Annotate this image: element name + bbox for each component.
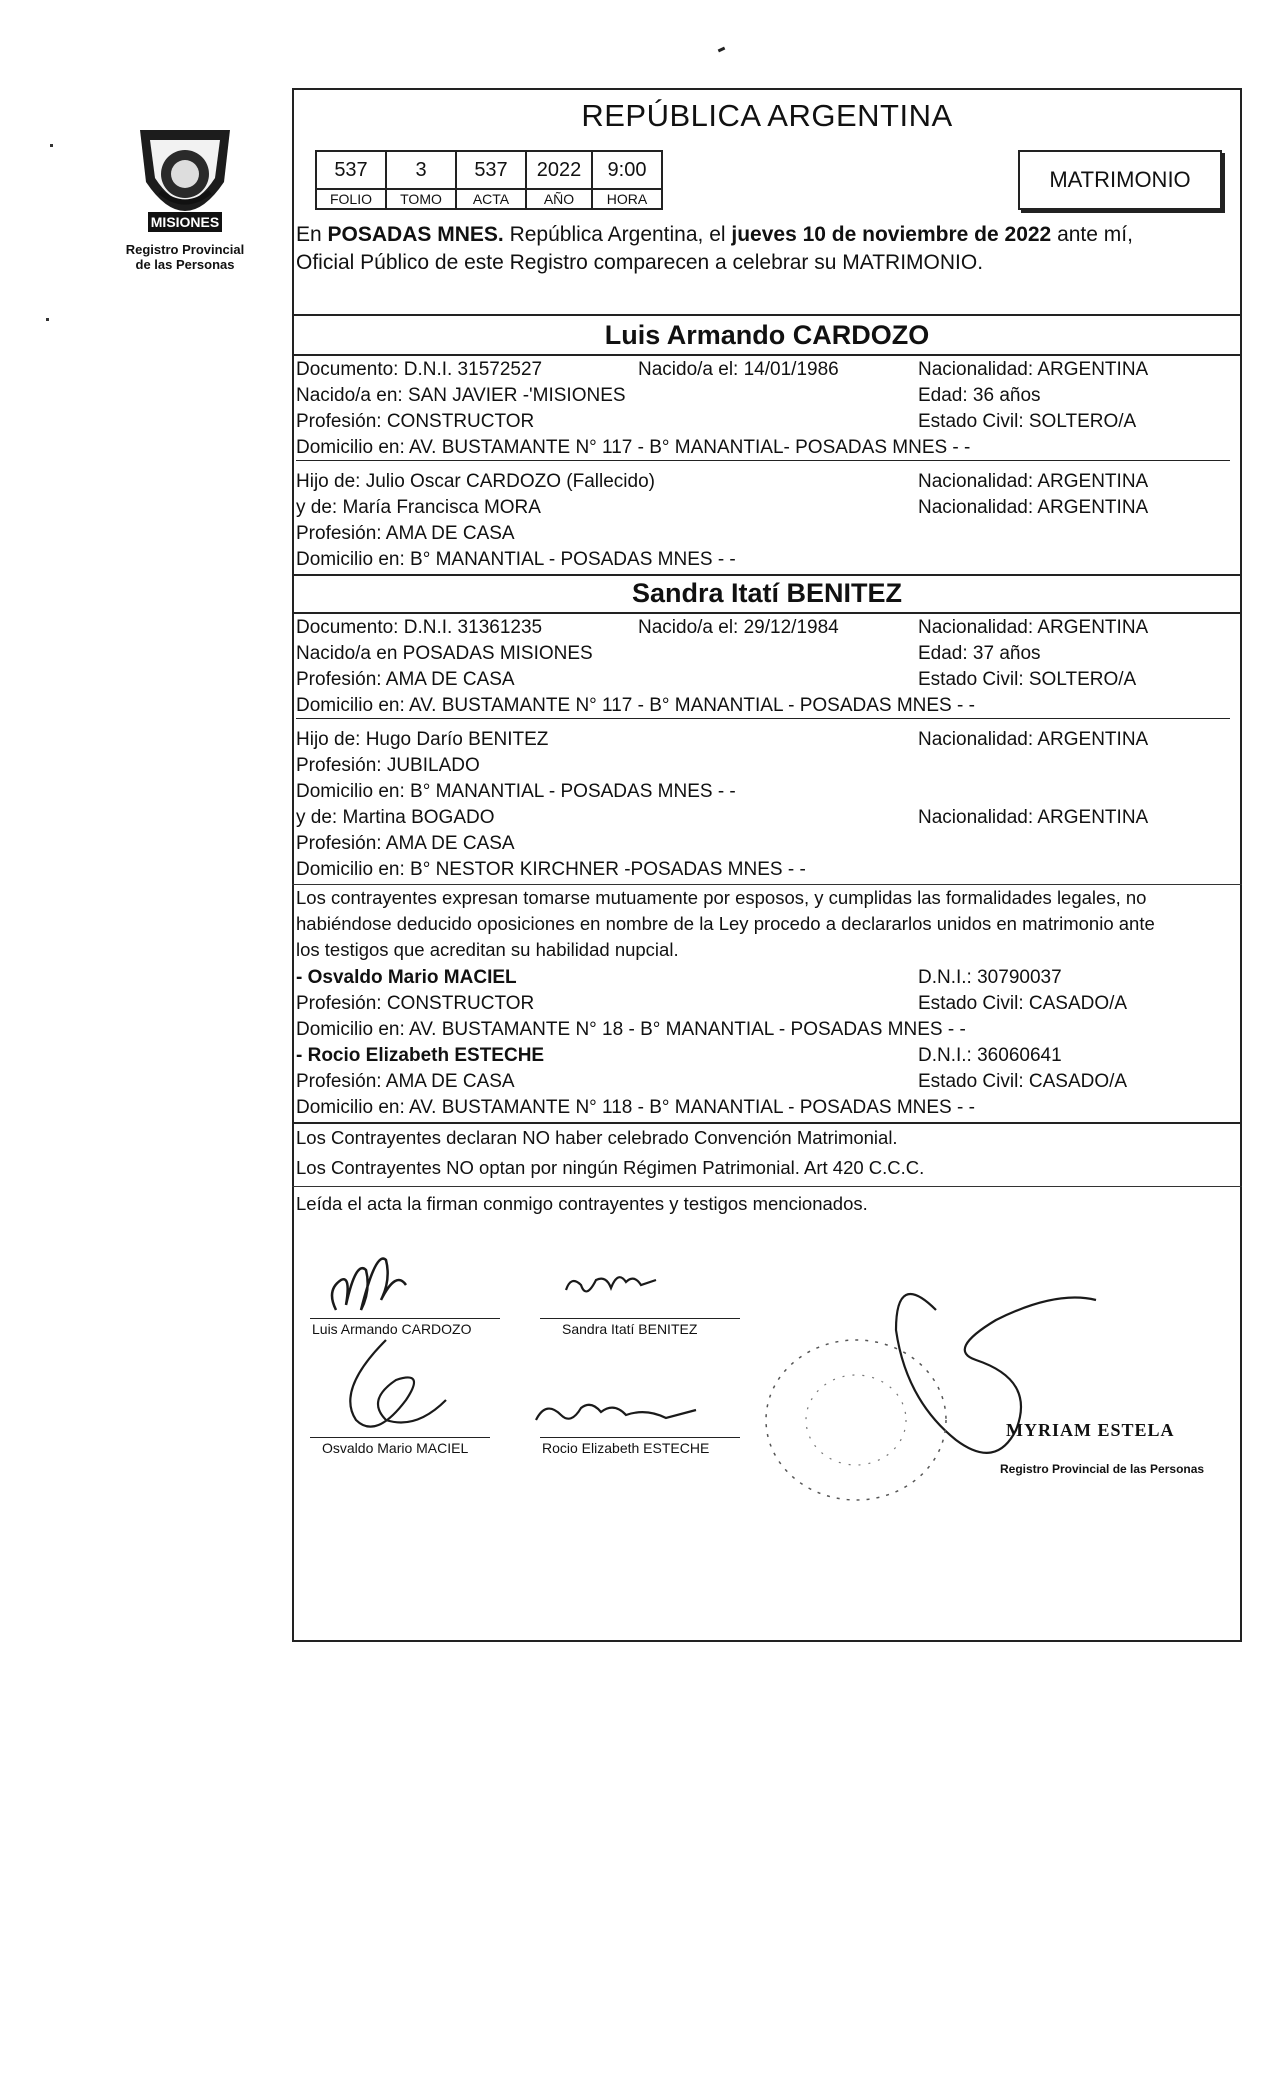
tomo-label: TOMO (386, 189, 456, 209)
spouse2-civil-status: Estado Civil: SOLTERO/A (918, 669, 1137, 690)
spouse1-parents-address: Domicilio en: B° MANANTIAL - POSADAS MNES - - (296, 549, 736, 570)
spouse1-father-nationality: Nacionalidad: ARGENTINA (918, 471, 1149, 492)
spouse2-father-nationality: Nacionalidad: ARGENTINA (918, 729, 1149, 750)
intro-line-2: Oficial Público de este Registro comparecen a celebrar su MATRIMONIO. (296, 251, 984, 274)
signature-1-scribble (332, 1259, 406, 1310)
province-emblem-icon (120, 112, 250, 242)
intro-post: ante mí, (1051, 223, 1133, 246)
emblem-text: MISIONES (150, 214, 220, 230)
year-label: AÑO (526, 189, 592, 209)
witness1-profession: Profesión: CONSTRUCTOR (296, 993, 535, 1014)
spouse1-address: Domicilio en: AV. BUSTAMANTE N° 117 - B° MANANTIAL- POSADAS MNES - - (296, 436, 1230, 461)
spouse2-birthdate: Nacido/a el: 29/12/1984 (638, 617, 839, 638)
scan-speck (718, 47, 726, 53)
intro-line-1 (296, 222, 1133, 248)
country-title: REPÚBLICA ARGENTINA (581, 98, 953, 133)
spouse2-mother-address: Domicilio en: B° NESTOR KIRCHNER -POSADAS MNES - - (296, 859, 806, 880)
spouse2-birthplace: Nacido/a en POSADAS MISIONES (296, 643, 593, 664)
spouse2-document: Documento: D.N.I. 31361235 (296, 617, 543, 638)
signature-line-4 (540, 1437, 740, 1438)
spouse2-father-profession: Profesión: JUBILADO (296, 755, 480, 776)
record-table (315, 150, 663, 210)
acta-value: 537 (456, 151, 526, 189)
logo-caption-2: de las Personas (135, 257, 235, 272)
declaration-line-2: habiéndose deducido oposiciones en nombre de la Ley procedo a declararlos unidos en matrimonio ante (296, 913, 1155, 934)
spouse2-name: Sandra Itatí BENITEZ (631, 578, 903, 608)
spouse2-father-address: Domicilio en: B° MANANTIAL - POSADAS MNES - - (296, 781, 736, 802)
intro-date: jueves 10 de noviembre de 2022 (731, 223, 1052, 246)
spouse2-profession: Profesión: AMA DE CASA (296, 669, 515, 690)
spouse2-age: Edad: 37 años (918, 643, 1041, 664)
acta-label: ACTA (456, 189, 526, 209)
faded-seal-icon (766, 1340, 946, 1500)
signature-4-label: Rocio Elizabeth ESTECHE (542, 1440, 710, 1456)
hour-value: 9:00 (592, 151, 662, 189)
divider (292, 354, 1242, 356)
spouse1-mother: y de: María Francisca MORA (296, 497, 541, 518)
spouse2-address: Domicilio en: AV. BUSTAMANTE N° 117 - B° MANANTIAL - POSADAS MNES - - (296, 694, 1230, 719)
spouse2-nationality: Nacionalidad: ARGENTINA (918, 617, 1149, 638)
spouse1-profession: Profesión: CONSTRUCTOR (296, 411, 535, 432)
signature-line-3 (310, 1437, 490, 1438)
spouse2-mother-nationality: Nacionalidad: ARGENTINA (918, 807, 1149, 828)
spouse1-father: Hijo de: Julio Oscar CARDOZO (Fallecido) (296, 471, 655, 492)
divider (292, 612, 1242, 614)
witness1-address: Domicilio en: AV. BUSTAMANTE N° 18 - B° MANANTIAL - POSADAS MNES - - (296, 1019, 966, 1040)
signature-line-1 (310, 1318, 500, 1319)
declaration-line-1: Los contrayentes expresan tomarse mutuamente por esposos, y cumplidas las formalidades legales, no (296, 887, 1147, 908)
signature-line-2 (540, 1318, 740, 1319)
divider (292, 884, 1242, 885)
signature-4-scribble (536, 1405, 696, 1420)
witness2-address: Domicilio en: AV. BUSTAMANTE N° 118 - B° MANANTIAL - POSADAS MNES - - (296, 1097, 975, 1118)
intro-place: POSADAS MNES. (327, 223, 504, 246)
spouse1-document: Documento: D.N.I. 31572527 (296, 359, 543, 380)
witness2-name: - Rocio Elizabeth ESTECHE (296, 1045, 545, 1066)
tomo-value: 3 (386, 151, 456, 189)
divider (292, 314, 1242, 316)
act-type-box: MATRIMONIO (1018, 150, 1222, 210)
witness2-civil-status: Estado Civil: CASADO/A (918, 1071, 1128, 1092)
witness2-dni: D.N.I.: 36060641 (918, 1045, 1062, 1066)
witness1-civil-status: Estado Civil: CASADO/A (918, 993, 1128, 1014)
witness2-profession: Profesión: AMA DE CASA (296, 1071, 515, 1092)
divider (292, 1186, 1242, 1187)
spouse1-civil-status: Estado Civil: SOLTERO/A (918, 411, 1137, 432)
spouse1-age: Edad: 36 años (918, 385, 1041, 406)
spouse1-birthdate: Nacido/a el: 14/01/1986 (638, 359, 839, 380)
spouse1-nationality: Nacionalidad: ARGENTINA (918, 359, 1149, 380)
closing-text: Leída el acta la firman conmigo contrayentes y testigos mencionados. (296, 1193, 868, 1214)
spouse1-mother-nationality: Nacionalidad: ARGENTINA (918, 497, 1149, 518)
spouse1-mother-profession: Profesión: AMA DE CASA (296, 523, 515, 544)
intro-pre: En (296, 223, 328, 246)
registry-logo (110, 112, 260, 272)
witness1-dni: D.N.I.: 30790037 (918, 967, 1062, 988)
divider (292, 1122, 1242, 1124)
declaration-line-3: los testigos que acreditan su habilidad nupcial. (296, 939, 679, 960)
signature-3-label: Osvaldo Mario MACIEL (322, 1440, 469, 1456)
signature-2-label: Sandra Itatí BENITEZ (562, 1321, 698, 1337)
folio-value: 537 (316, 151, 386, 189)
spouse1-birthplace: Nacido/a en: SAN JAVIER -'MISIONES (296, 385, 626, 406)
scan-speck (50, 144, 53, 147)
regime-line-2: Los Contrayentes NO optan por ningún Régimen Patrimonial. Art 420 C.C.C. (296, 1157, 925, 1178)
signature-3-scribble (350, 1340, 446, 1427)
divider (292, 574, 1242, 576)
scan-speck (46, 318, 49, 321)
spouse1-name: Luis Armando CARDOZO (604, 320, 930, 350)
witness1-name: - Osvaldo Mario MACIEL (296, 967, 517, 988)
signature-1-label: Luis Armando CARDOZO (312, 1321, 472, 1337)
hour-label: HORA (592, 189, 662, 209)
logo-caption-1: Registro Provincial (125, 242, 245, 257)
spouse2-mother-profession: Profesión: AMA DE CASA (296, 833, 515, 854)
official-name: MYRIAM ESTELA (1006, 1420, 1175, 1440)
year-value: 2022 (526, 151, 592, 189)
official-role: Registro Provincial de las Personas (1000, 1462, 1205, 1476)
spouse2-father: Hijo de: Hugo Darío BENITEZ (296, 729, 549, 750)
folio-label: FOLIO (316, 189, 386, 209)
intro-mid: República Argentina, el (503, 223, 732, 246)
spouse2-mother: y de: Martina BOGADO (296, 807, 495, 828)
signature-2-scribble (566, 1277, 656, 1291)
regime-line-1: Los Contrayentes declaran NO haber celebrado Convención Matrimonial. (296, 1127, 898, 1148)
